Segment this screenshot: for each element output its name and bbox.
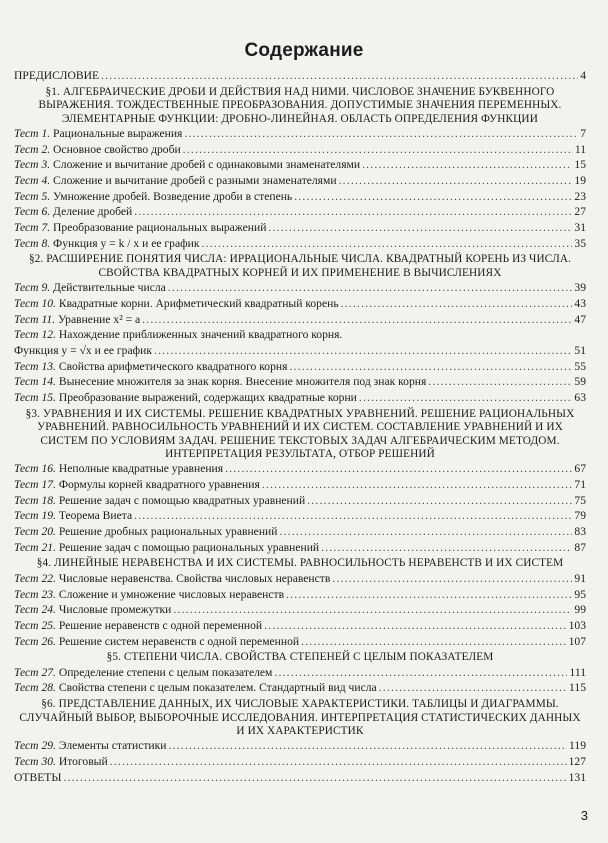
toc-entry[interactable] [14, 754, 586, 770]
toc-entry-prefix: Тест 6. [14, 205, 51, 219]
toc-entry-title: Действительные числа [53, 281, 166, 295]
toc-entry-prefix: Тест 22. [14, 571, 56, 585]
toc-entry-title: ПРЕДИСЛОВИЕ [14, 69, 100, 82]
toc-entry-title: Определение степени с целым показателем [58, 665, 273, 679]
toc-entry-page: 15 [574, 158, 586, 172]
toc-entry-label [14, 68, 99, 84]
toc-entry-label [14, 540, 319, 556]
toc-entry[interactable] [14, 204, 586, 220]
toc-entry-title: Деление дробей [53, 205, 133, 219]
toc-entry-page: 83 [574, 525, 586, 539]
toc-entry-title: Преобразование рациональных выражений [53, 221, 267, 235]
toc-entry-label [14, 493, 305, 509]
toc-entry-prefix: Тест 28. [14, 681, 56, 695]
toc-entry-title: Квадратные корни. Арифметический квадратный корень [58, 296, 339, 310]
toc-entry[interactable] [14, 770, 586, 786]
toc-entry[interactable] [14, 220, 586, 236]
toc-entry-prefix: Тест 14. [14, 375, 56, 389]
toc-leader-dots [359, 390, 573, 406]
table-of-contents [14, 68, 586, 785]
toc-entry-title: Умножение дробей. Возведение дроби в степень [53, 189, 293, 203]
toc-entry-title: Уравнение x² = a [57, 312, 141, 326]
toc-entry-label [14, 280, 166, 296]
toc-entry-page: 47 [574, 312, 586, 326]
toc-entry-page: 127 [568, 755, 586, 768]
toc-entry-prefix: Тест 18. [14, 493, 56, 507]
toc-entry-prefix: Тест 11. [14, 312, 56, 326]
toc-entry-page: 55 [574, 359, 586, 373]
toc-entry-prefix: Тест 27. [14, 665, 56, 679]
toc-entry-page: 95 [574, 587, 586, 601]
toc-leader-dots [341, 296, 573, 312]
toc-entry-label [14, 571, 330, 587]
toc-leader-dots [289, 359, 572, 375]
section-heading: §1. АЛГЕБРАИЧЕСКИЕ ДРОБИ И ДЕЙСТВИЯ НАД НИМИ. ЧИСЛОВОЕ ЗНАЧЕНИЕ БУКВЕННОГО ВЫРАЖЕНИЯ. ТОЖДЕСТВЕННЫЕ ПРЕОБРАЗОВАНИЯ. ДОПУСТИМЫЕ ЗНАЧЕНИЯ ПЕРЕМЕННЫХ. ЭЛЕМЕНТАРНЫЕ ФУНКЦИИ: ДРОБНО-ЛИНЕЙНАЯ. ОБЛАСТЬ ОПРЕДЕЛЕНИЯ ФУНКЦИИ [38, 85, 562, 125]
toc-entry-page: 119 [569, 739, 586, 753]
toc-entry-title: Решение неравенств с одной переменной [58, 618, 263, 632]
toc-leader-dots [274, 665, 567, 681]
toc-entry[interactable] [14, 142, 586, 158]
toc-leader-dots [168, 280, 573, 296]
toc-entry-title: Сложение и умножение числовых неравенств [58, 587, 285, 601]
toc-entry-label [14, 680, 377, 696]
toc-entry-label [14, 587, 284, 603]
toc-entry-title: Решение задач с помощью квадратных уравнений [58, 493, 306, 507]
toc-leader-dots [201, 236, 572, 252]
toc-entry-prefix: Тест 3. [14, 158, 51, 172]
toc-leader-dots [268, 220, 572, 236]
toc-entry-title: Свойства арифметического квадратного корня [58, 359, 288, 373]
toc-entry[interactable] [14, 359, 586, 375]
toc-entry-title: Числовые неравенства. Свойства числовых неравенств [58, 571, 331, 585]
toc-entry-label [14, 327, 342, 343]
toc-entry-label [14, 477, 260, 493]
toc-entry[interactable] [14, 618, 586, 634]
toc-entry[interactable] [14, 477, 586, 493]
toc-entry-label [14, 665, 272, 681]
toc-entry-prefix: Тест 5. [14, 189, 51, 203]
toc-leader-dots [279, 524, 572, 540]
toc-entry-page: 31 [574, 221, 586, 235]
toc-entry-page: 131 [568, 770, 586, 784]
toc-entry-title: Вынесение множителя за знак корня. Внесение множителя под знак корня [58, 375, 427, 389]
toc-entry[interactable] [14, 680, 586, 696]
toc-entry-page: 23 [574, 189, 586, 203]
toc-entry[interactable] [14, 665, 586, 681]
toc-entry[interactable] [14, 296, 586, 312]
toc-leader-dots [110, 754, 567, 770]
toc-entry-label [14, 634, 299, 650]
toc-entry[interactable] [14, 327, 586, 343]
section-heading: §6. ПРЕДСТАВЛЕНИЕ ДАННЫХ, ИХ ЧИСЛОВЫЕ ХАРАКТЕРИСТИКИ. ТАБЛИЦЫ И ДИАГРАММЫ. СЛУЧАЙНЫЙ ВЫБОР, ВЫБОРОЧНЫЕ ИССЛЕДОВАНИЯ. ИНТЕРПРЕТАЦИЯ СТАТИСТИЧЕСКИХ ДАННЫХ И ИХ ХАРАКТЕРИСТИК [19, 698, 581, 737]
toc-entry-page: 71 [574, 478, 586, 492]
toc-entry-label [14, 236, 199, 252]
toc-entry-page: 75 [574, 493, 586, 507]
toc-entry-page: 87 [574, 540, 586, 554]
toc-entry-page: 51 [574, 343, 586, 357]
toc-entry[interactable] [14, 461, 586, 477]
toc-entry[interactable] [14, 634, 586, 650]
toc-entry-prefix: Тест 19. [14, 509, 56, 523]
toc-entry-title: Свойства степени с целым показателем. Стандартный вид числа [58, 681, 377, 695]
toc-entry-label [14, 738, 166, 754]
toc-entry[interactable] [14, 236, 586, 252]
toc-entry[interactable] [14, 571, 586, 587]
toc-entry-prefix: Тест 12. [14, 328, 56, 342]
toc-leader-dots [184, 126, 578, 142]
toc-entry-prefix: Тест 29. [14, 739, 56, 753]
toc-entry-label [14, 296, 339, 312]
toc-entry[interactable] [14, 126, 586, 142]
toc-entry-prefix: Тест 13. [14, 359, 56, 373]
toc-entry-prefix: Тест 15. [14, 391, 56, 405]
toc-entry-label [14, 770, 61, 786]
toc-entry-page: 99 [574, 603, 586, 617]
toc-entry[interactable] [14, 390, 586, 406]
toc-entry-prefix: Тест 26. [14, 634, 56, 648]
toc-entry-title: Сложение и вычитание дробей с разными знаменателями [53, 173, 337, 187]
toc-entry-label [14, 374, 426, 390]
toc-entry-label [14, 390, 357, 406]
toc-entry[interactable] [14, 508, 586, 524]
toc-entry-prefix: Тест 4. [14, 173, 51, 187]
toc-entry-label [14, 126, 182, 142]
toc-leader-dots [321, 540, 572, 556]
toc-leader-dots [168, 738, 567, 754]
toc-entry-prefix: Тест 7. [14, 221, 51, 235]
toc-entry-page: 43 [574, 296, 586, 310]
toc-entry[interactable] [14, 280, 586, 296]
section-heading: §2. РАСШИРЕНИЕ ПОНЯТИЯ ЧИСЛА: ИРРАЦИОНАЛЬНЫЕ ЧИСЛА. КВАДРАТНЫЙ КОРЕНЬ ИЗ ЧИСЛА. СВОЙСТВА КВАДРАТНЫХ КОРНЕЙ И ИХ ПРИМЕНЕНИЕ В ВЫЧИСЛЕНИЯХ [28, 253, 572, 279]
toc-entry-title: ОТВЕТЫ [14, 770, 62, 784]
toc-entry-label [14, 508, 132, 524]
toc-entry-page: 11 [574, 142, 586, 156]
toc-entry-label [14, 754, 108, 770]
toc-entry-label [14, 189, 292, 205]
toc-entry-label [14, 359, 287, 375]
toc-entry-prefix: Тест 30. [14, 755, 56, 768]
toc-leader-dots [294, 189, 572, 205]
toc-entry-label [14, 618, 262, 634]
toc-entry[interactable] [14, 343, 586, 359]
toc-entry[interactable] [14, 374, 586, 390]
page-title: Содержание [244, 40, 364, 61]
toc-leader-dots [339, 173, 573, 189]
toc-leader-dots [63, 770, 566, 786]
toc-entry-label [14, 343, 152, 359]
toc-entry-page: 35 [574, 236, 586, 250]
toc-entry-label [14, 312, 140, 328]
toc-entry-page: 91 [574, 571, 586, 585]
toc-entry[interactable] [14, 587, 586, 603]
toc-entry-prefix: Тест 9. [14, 281, 51, 295]
toc-leader-dots [225, 461, 572, 477]
toc-entry-page: 115 [569, 681, 586, 695]
toc-entry[interactable] [14, 493, 586, 509]
toc-entry[interactable] [14, 157, 586, 173]
toc-entry-prefix: Тест 17. [14, 478, 56, 492]
toc-entry-page: 79 [574, 509, 586, 523]
toc-entry-prefix: Тест 2. [14, 142, 51, 156]
toc-entry-prefix: Тест 23. [14, 587, 56, 601]
toc-entry-page: 59 [574, 375, 586, 389]
toc-entry-title: Функция y = k / x и ее график [53, 236, 200, 250]
toc-leader-dots [286, 587, 572, 603]
toc-leader-dots [362, 157, 572, 173]
toc-entry-title: Числовые промежутки [58, 603, 172, 617]
toc-leader-dots [307, 493, 572, 509]
toc-leader-dots [101, 68, 578, 84]
toc-entry-label [14, 602, 171, 618]
toc-entry-prefix: Тест 8. [14, 236, 51, 250]
toc-entry-label [14, 204, 132, 220]
toc-entry[interactable] [14, 68, 586, 84]
toc-entry-label [14, 157, 360, 173]
toc-entry-page: 111 [569, 665, 586, 679]
toc-entry[interactable] [14, 738, 586, 754]
toc-entry-page: 19 [574, 173, 586, 187]
toc-leader-dots [262, 477, 573, 493]
toc-entry-title: Сложение и вычитание дробей с одинаковыми знаменателями [53, 158, 361, 172]
toc-entry-prefix: Тест 24. [14, 603, 56, 617]
page-number: 3 [580, 808, 588, 823]
toc-entry-title: Итоговый [58, 755, 108, 768]
toc-entry[interactable] [14, 189, 586, 205]
toc-entry-prefix: Тест 10. [14, 296, 56, 310]
toc-leader-dots [134, 508, 572, 524]
toc-entry-label [14, 461, 223, 477]
toc-entry-prefix: Тест 20. [14, 525, 56, 539]
toc-entry-title: Элементы статистики [58, 739, 167, 753]
toc-entry-title: Основное свойство дроби [53, 142, 181, 156]
toc-entry[interactable] [14, 602, 586, 618]
section-heading: §3. УРАВНЕНИЯ И ИХ СИСТЕМЫ. РЕШЕНИЕ КВАДРАТНЫХ УРАВНЕНИЙ. РЕШЕНИЕ РАЦИОНАЛЬНЫХ УРАВНЕНИЙ. РАВНОСИЛЬНОСТЬ УРАВНЕНИЙ И ИХ СИСТЕМ. СОСТАВЛЕНИЕ УРАВНЕНИЙ И ИХ СИСТЕМ ПО УСЛОВИЯМ ЗАДАЧ. РЕШЕНИЕ ТЕКСТОВЫХ ЗАДАЧ АЛГЕБРАИЧЕСКИМ МЕТОДОМ. ИНТЕРПРЕТАЦИЯ РЕЗУЛЬТАТА, ОТБОР РЕШЕНИЙ [25, 407, 575, 460]
toc-entry[interactable] [14, 540, 586, 556]
toc-entry-title: Нахождение приближенных значений квадратного корня. [58, 328, 343, 342]
section-heading: §5. СТЕПЕНИ ЧИСЛА. СВОЙСТВА СТЕПЕНЕЙ С ЦЕЛЫМ ПОКАЗАТЕЛЕМ [106, 651, 494, 664]
toc-entry-page: 103 [568, 618, 586, 632]
toc-entry-page: 4 [580, 69, 586, 82]
toc-entry-title: Неполные квадратные уравнения [58, 462, 224, 476]
toc-entry-title: Решение систем неравенств с одной переменной [58, 634, 300, 648]
toc-entry-title: Теорема Виета [58, 509, 133, 523]
toc-leader-dots [428, 374, 572, 390]
toc-entry-label [14, 524, 277, 540]
toc-leader-dots [154, 343, 572, 359]
toc-entry-page: 27 [574, 205, 586, 219]
toc-entry-title: Рациональные выражения [53, 126, 183, 140]
toc-entry-page: 63 [574, 391, 586, 405]
toc-entry[interactable] [14, 173, 586, 189]
toc-entry-prefix: Тест 16. [14, 462, 56, 476]
toc-entry-label [14, 220, 266, 236]
toc-entry[interactable] [14, 312, 586, 328]
toc-leader-dots [301, 634, 567, 650]
toc-entry-prefix: Тест 1. [14, 126, 51, 140]
toc-entry-prefix: Тест 21. [14, 540, 56, 554]
toc-entry-prefix: Тест 25. [14, 618, 56, 632]
toc-entry-page: 67 [574, 462, 586, 476]
toc-leader-dots [183, 142, 573, 158]
toc-leader-dots [332, 571, 572, 587]
toc-leader-dots [142, 312, 572, 328]
toc-entry-page: 39 [574, 281, 586, 295]
toc-leader-dots [264, 618, 566, 634]
toc-leader-dots [379, 680, 567, 696]
toc-leader-dots [134, 204, 572, 220]
toc-entry-title: Преобразование выражений, содержащих квадратные корни [58, 391, 357, 405]
toc-entry-page: 107 [568, 634, 586, 648]
toc-entry-title: Функция y = √x и ее график [14, 343, 152, 357]
toc-entry-page: 7 [580, 126, 586, 140]
toc-entry-title: Решение дробных рациональных уравнений [58, 525, 278, 539]
toc-entry[interactable] [14, 524, 586, 540]
toc-entry-title: Формулы корней квадратного уравнения [58, 478, 260, 492]
toc-entry-label [14, 173, 337, 189]
toc-entry-label [14, 142, 181, 158]
toc-leader-dots [173, 602, 572, 618]
toc-entry-title: Решение задач с помощью рациональных уравнений [58, 540, 320, 554]
section-heading: §4. ЛИНЕЙНЫЕ НЕРАВЕНСТВА И ИХ СИСТЕМЫ. РАВНОСИЛЬНОСТЬ НЕРАВЕНСТВ И ИХ СИСТЕМ [36, 557, 564, 570]
